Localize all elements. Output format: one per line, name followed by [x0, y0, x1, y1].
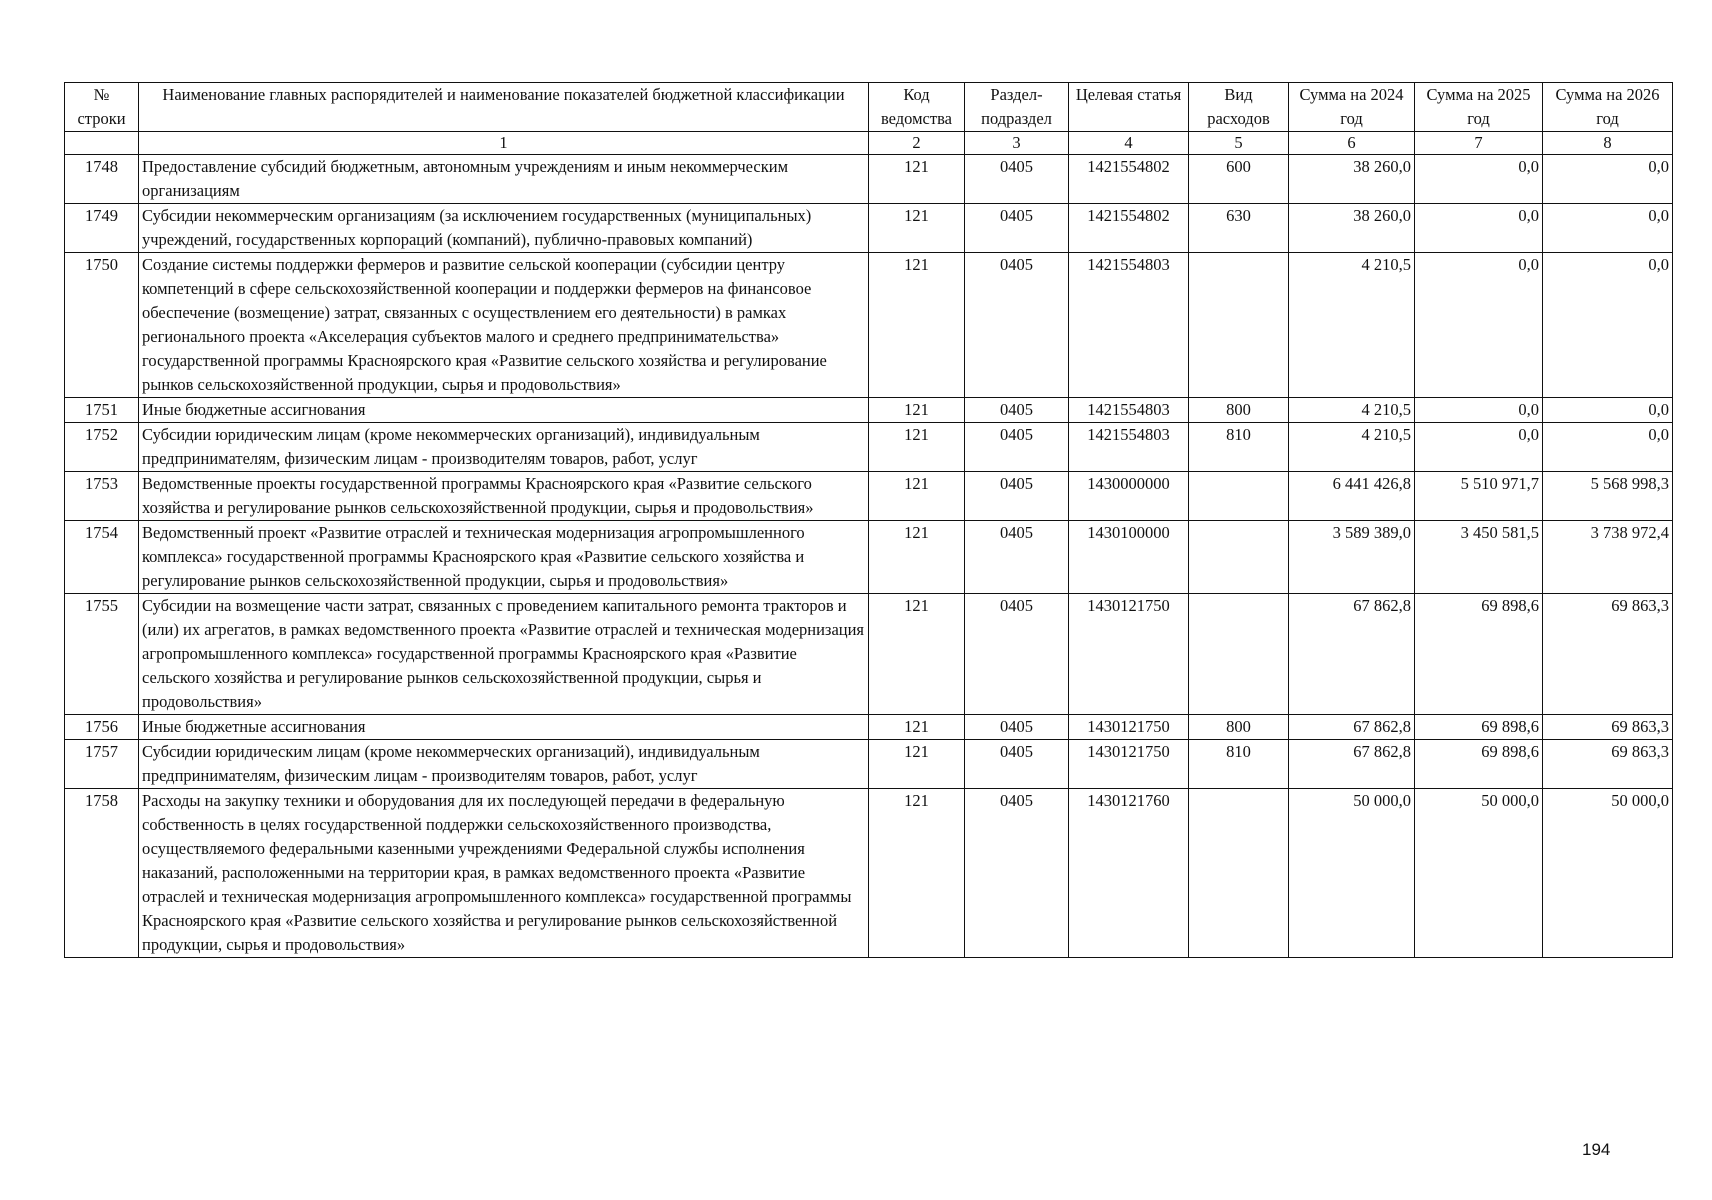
- row-name: Иные бюджетные ассигнования: [139, 715, 869, 740]
- row-expense-type: [1189, 594, 1289, 715]
- row-section: 0405: [965, 789, 1069, 958]
- row-expense-type: 630: [1189, 204, 1289, 253]
- column-number: 8: [1543, 132, 1673, 155]
- row-expense-type: 800: [1189, 398, 1289, 423]
- table-header-row: [65, 83, 1673, 132]
- row-sum-2026: 0,0: [1543, 398, 1673, 423]
- row-dept-code: 121: [869, 594, 965, 715]
- row-target: 1430121750: [1069, 740, 1189, 789]
- header-dept-code: Код ведомства: [869, 83, 965, 132]
- row-name: Ведомственные проекты государственной программы Красноярского края «Развитие сельского хозяйства и регулирование рынков сельскохозяйственной продукции, сырья и продовольствия»: [139, 472, 869, 521]
- row-number: 1750: [65, 253, 139, 398]
- row-dept-code: 121: [869, 398, 965, 423]
- row-expense-type: [1189, 789, 1289, 958]
- row-sum-2025: 69 898,6: [1415, 594, 1543, 715]
- row-sum-2024: 3 589 389,0: [1289, 521, 1415, 594]
- row-name: Расходы на закупку техники и оборудования для их последующей передачи в федеральную собственность в целях государственной поддержки сельскохозяйственного производства, осуществляемого федеральными казенными учреждениями Федеральной службы исполнения наказаний, расположенными на территории края, в рамках ведомственного проекта «Развитие отраслей и техническая модернизация агропромышленного комплекса» государственной программы Красноярского края «Развитие сельского хозяйства и регулирование рынков сельскохозяйственной продукции, сырья и продовольствия»: [139, 789, 869, 958]
- row-sum-2026: 5 568 998,3: [1543, 472, 1673, 521]
- header-sum-2026: Сумма на 2026 год: [1543, 83, 1673, 132]
- row-dept-code: 121: [869, 204, 965, 253]
- row-sum-2024: 67 862,8: [1289, 715, 1415, 740]
- row-number: 1758: [65, 789, 139, 958]
- column-number: 2: [869, 132, 965, 155]
- table-row: [65, 789, 1673, 958]
- column-number: 1: [139, 132, 869, 155]
- column-number: 6: [1289, 132, 1415, 155]
- row-expense-type: 800: [1189, 715, 1289, 740]
- row-section: 0405: [965, 204, 1069, 253]
- row-name: Субсидии некоммерческим организациям (за исключением государственных (муниципальных) учреждений, государственных корпораций (компаний), публично-правовых компаний): [139, 204, 869, 253]
- row-sum-2026: 0,0: [1543, 155, 1673, 204]
- table-row: [65, 423, 1673, 472]
- row-target: 1421554802: [1069, 204, 1189, 253]
- row-target: 1421554803: [1069, 423, 1189, 472]
- row-number: 1751: [65, 398, 139, 423]
- row-expense-type: 810: [1189, 423, 1289, 472]
- row-expense-type: [1189, 472, 1289, 521]
- row-sum-2025: 0,0: [1415, 204, 1543, 253]
- row-sum-2024: 4 210,5: [1289, 423, 1415, 472]
- row-sum-2024: 50 000,0: [1289, 789, 1415, 958]
- row-number: 1757: [65, 740, 139, 789]
- row-sum-2026: 69 863,3: [1543, 740, 1673, 789]
- row-sum-2024: 38 260,0: [1289, 204, 1415, 253]
- row-name: Ведомственный проект «Развитие отраслей и техническая модернизация агропромышленного комплекса» государственной программы Красноярского края «Развитие сельского хозяйства и регулирование рынков сельскохозяйственной продукции, сырья и продовольствия»: [139, 521, 869, 594]
- column-number: 5: [1189, 132, 1289, 155]
- row-section: 0405: [965, 253, 1069, 398]
- header-row-no: № строки: [65, 83, 139, 132]
- table-row: [65, 472, 1673, 521]
- page-number: 194: [1582, 1140, 1611, 1159]
- row-expense-type: [1189, 521, 1289, 594]
- row-name: Предоставление субсидий бюджетным, автономным учреждениям и иным некоммерческим организациям: [139, 155, 869, 204]
- row-dept-code: 121: [869, 423, 965, 472]
- row-sum-2025: 69 898,6: [1415, 740, 1543, 789]
- row-dept-code: 121: [869, 789, 965, 958]
- table-row: [65, 155, 1673, 204]
- row-target: 1421554802: [1069, 155, 1189, 204]
- row-name: Субсидии юридическим лицам (кроме некоммерческих организаций), индивидуальным предпринимателям, физическим лицам - производителям товаров, работ, услуг: [139, 740, 869, 789]
- row-name: Субсидии юридическим лицам (кроме некоммерческих организаций), индивидуальным предпринимателям, физическим лицам - производителям товаров, работ, услуг: [139, 423, 869, 472]
- row-sum-2024: 4 210,5: [1289, 253, 1415, 398]
- row-sum-2025: 50 000,0: [1415, 789, 1543, 958]
- row-sum-2025: 0,0: [1415, 423, 1543, 472]
- row-target: 1421554803: [1069, 253, 1189, 398]
- row-name: Создание системы поддержки фермеров и развитие сельской кооперации (субсидии центру компетенций в сфере сельскохозяйственной кооперации и поддержки фермеров на финансовое обеспечение (возмещение) затрат, связанных с осуществлением его деятельности) в рамках регионального проекта «Акселерация субъектов малого и среднего предпринимательства» государственной программы Красноярского края «Развитие сельского хозяйства и регулирование рынков сельскохозяйственной продукции, сырья и продовольствия»: [139, 253, 869, 398]
- table-row: [65, 715, 1673, 740]
- row-sum-2024: 38 260,0: [1289, 155, 1415, 204]
- row-dept-code: 121: [869, 472, 965, 521]
- table-row: [65, 398, 1673, 423]
- row-sum-2024: 67 862,8: [1289, 594, 1415, 715]
- row-expense-type: 810: [1189, 740, 1289, 789]
- table-row: [65, 594, 1673, 715]
- table-row: [65, 521, 1673, 594]
- row-section: 0405: [965, 472, 1069, 521]
- header-name: Наименование главных распорядителей и наименование показателей бюджетной классификации: [139, 83, 869, 132]
- row-section: 0405: [965, 521, 1069, 594]
- row-sum-2025: 0,0: [1415, 155, 1543, 204]
- column-number: 4: [1069, 132, 1189, 155]
- row-section: 0405: [965, 423, 1069, 472]
- row-sum-2026: 0,0: [1543, 423, 1673, 472]
- row-sum-2026: 50 000,0: [1543, 789, 1673, 958]
- column-number: [65, 132, 139, 155]
- column-number: 3: [965, 132, 1069, 155]
- header-section: Раздел-подраздел: [965, 83, 1069, 132]
- budget-table: [64, 82, 1673, 958]
- row-dept-code: 121: [869, 715, 965, 740]
- row-target: 1430121750: [1069, 715, 1189, 740]
- row-name: Субсидии на возмещение части затрат, связанных с проведением капитального ремонта тракторов и (или) их агрегатов, в рамках ведомственного проекта «Развитие отраслей и техническая модернизация агропромышленного комплекса» государственной программы Красноярского края «Развитие сельского хозяйства и регулирование рынков сельскохозяйственной продукции, сырья и продовольствия»: [139, 594, 869, 715]
- row-section: 0405: [965, 155, 1069, 204]
- row-number: 1756: [65, 715, 139, 740]
- row-sum-2026: 0,0: [1543, 253, 1673, 398]
- row-target: 1430100000: [1069, 521, 1189, 594]
- row-expense-type: 600: [1189, 155, 1289, 204]
- row-sum-2024: 67 862,8: [1289, 740, 1415, 789]
- row-section: 0405: [965, 715, 1069, 740]
- row-sum-2025: 0,0: [1415, 398, 1543, 423]
- table-row: [65, 740, 1673, 789]
- row-number: 1755: [65, 594, 139, 715]
- table-row: [65, 204, 1673, 253]
- row-number: 1753: [65, 472, 139, 521]
- row-section: 0405: [965, 398, 1069, 423]
- row-sum-2026: 69 863,3: [1543, 594, 1673, 715]
- row-sum-2026: 3 738 972,4: [1543, 521, 1673, 594]
- row-name: Иные бюджетные ассигнования: [139, 398, 869, 423]
- row-number: 1748: [65, 155, 139, 204]
- table-row: [65, 253, 1673, 398]
- row-target: 1430121760: [1069, 789, 1189, 958]
- row-expense-type: [1189, 253, 1289, 398]
- row-sum-2025: 5 510 971,7: [1415, 472, 1543, 521]
- row-number: 1752: [65, 423, 139, 472]
- row-dept-code: 121: [869, 155, 965, 204]
- row-sum-2024: 6 441 426,8: [1289, 472, 1415, 521]
- header-sum-2025: Сумма на 2025 год: [1415, 83, 1543, 132]
- column-number: 7: [1415, 132, 1543, 155]
- row-section: 0405: [965, 740, 1069, 789]
- row-sum-2026: 0,0: [1543, 204, 1673, 253]
- column-number-row: [65, 132, 1673, 155]
- row-number: 1749: [65, 204, 139, 253]
- header-target: Целевая статья: [1069, 83, 1189, 132]
- row-target: 1430000000: [1069, 472, 1189, 521]
- row-sum-2026: 69 863,3: [1543, 715, 1673, 740]
- row-sum-2025: 0,0: [1415, 253, 1543, 398]
- row-dept-code: 121: [869, 253, 965, 398]
- header-sum-2024: Сумма на 2024 год: [1289, 83, 1415, 132]
- row-sum-2024: 4 210,5: [1289, 398, 1415, 423]
- row-sum-2025: 3 450 581,5: [1415, 521, 1543, 594]
- row-target: 1421554803: [1069, 398, 1189, 423]
- row-number: 1754: [65, 521, 139, 594]
- row-section: 0405: [965, 594, 1069, 715]
- header-expense-type: Вид расходов: [1189, 83, 1289, 132]
- row-sum-2025: 69 898,6: [1415, 715, 1543, 740]
- row-dept-code: 121: [869, 740, 965, 789]
- row-dept-code: 121: [869, 521, 965, 594]
- row-target: 1430121750: [1069, 594, 1189, 715]
